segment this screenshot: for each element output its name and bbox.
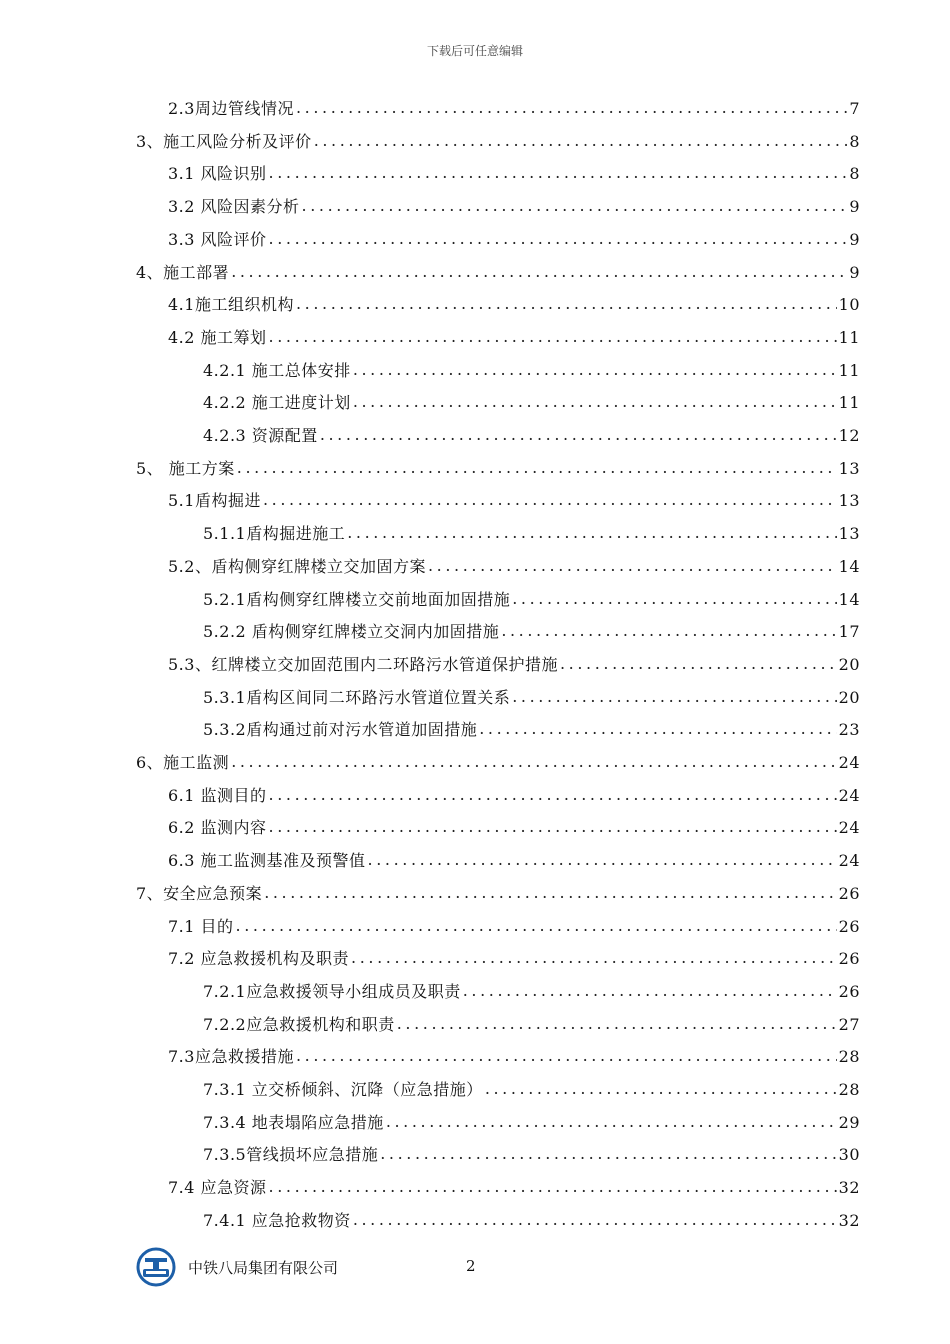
toc-entry-label: 7.3应急救援措施 [168,1047,294,1067]
toc-entry-label: 5.2.2 盾构侧穿红牌楼立交洞内加固措施 [203,622,500,642]
toc-dot-leader [269,785,837,804]
toc-entry [168,848,860,876]
company-name: 中铁八局集团有限公司 [188,1259,339,1277]
toc-entry-label: 7.4.1 应急抢救物资 [203,1210,351,1230]
toc-entry-label: 5.3.2盾构通过前对污水管道加固措施 [203,720,478,740]
toc-entry-label: 7.3.4 地表塌陷应急措施 [203,1112,384,1132]
toc-entry-page: 14 [838,589,860,609]
toc-entry-page: 26 [838,916,860,936]
toc-entry [168,292,860,320]
toc-dot-leader [368,850,837,869]
toc-dot-leader [269,817,837,836]
toc-entry-page: 20 [838,687,860,707]
toc-entry [203,1142,860,1170]
toc-entry-label: 5.2.1盾构侧穿红牌楼立交前地面加固措施 [203,589,511,609]
toc-entry-label: 4、施工部署 [136,262,230,282]
toc-entry [168,946,860,974]
toc-entry-label: 7.1 目的 [168,916,234,936]
toc-entry-label: 5.1.1盾构掘进施工 [203,524,346,544]
toc-entry-page: 20 [838,654,860,674]
toc-dot-leader [353,392,837,411]
toc-entry-page: 27 [838,1014,860,1034]
toc-entry-page: 11 [838,393,860,413]
toc-entry [168,96,860,124]
toc-entry-page: 9 [849,229,860,249]
toc-entry-label: 6、施工监测 [136,753,230,772]
toc-entry-page: 28 [838,1047,860,1067]
toc-dot-leader [269,163,848,182]
toc-entry-label: 4.1施工组织机构 [168,295,294,315]
toc-entry [203,587,860,615]
toc-entry [203,1077,860,1105]
toc-entry-label: 7、安全应急预案 [136,883,263,903]
toc-dot-leader [269,229,848,248]
toc-entry [203,619,860,647]
toc-entry [203,1208,860,1236]
toc-entry [203,717,860,745]
toc-dot-leader [236,916,837,935]
toc-entry-page: 12 [838,426,860,445]
toc-dot-leader [428,556,837,575]
toc-entry [168,1175,860,1203]
toc-entry-page: 28 [838,1080,860,1099]
page-footer [136,1247,836,1287]
toc-entry-label: 5.3、红牌楼立交加固范围内二环路污水管道保护措施 [168,654,558,674]
toc-entry [203,1110,860,1138]
toc-dot-leader [263,490,837,509]
toc-entry [168,1044,860,1072]
toc-entry-label: 5.1盾构掘进 [168,491,261,511]
toc-entry [203,423,860,451]
toc-entry [136,456,860,484]
toc-entry-page: 8 [849,131,860,151]
toc-dot-leader [501,621,836,640]
toc-entry [203,390,860,418]
toc-entry-page: 26 [838,883,860,903]
toc-entry-label: 3.2 风险因素分析 [168,197,300,217]
toc-dot-leader [485,1079,837,1098]
toc-entry-label: 3.3 风险评价 [168,229,267,249]
toc-dot-leader [231,262,847,281]
toc-entry-label: 3、施工风险分析及评价 [136,131,312,151]
toc-entry-label: 4.2.3 资源配置 [203,426,318,445]
toc-entry-page: 32 [838,1210,860,1230]
toc-entry-label: 7.4 应急资源 [168,1178,267,1198]
toc-dot-leader [380,1144,836,1163]
toc-entry-label: 2.3周边管线情况 [168,99,294,118]
toc-entry-label: 6.3 施工监测基准及预警值 [168,851,366,871]
toc-entry-page: 23 [838,720,860,740]
toc-entry-label: 7.2.2应急救援机构和职责 [203,1014,395,1034]
crcc-logo-icon [136,1247,176,1287]
page-header-note: 下载后可任意编辑 [426,44,523,58]
toc-dot-leader [296,294,837,313]
toc-entry [168,227,860,255]
toc-entry-label: 7.2 应急救援机构及职责 [168,949,350,969]
toc-dot-leader [237,458,837,477]
toc-dot-leader [353,1210,837,1229]
toc-entry-label: 6.1 监测目的 [168,785,267,805]
toc-entry-page: 10 [838,295,860,315]
toc-dot-leader [269,1177,837,1196]
toc-dot-leader [296,98,847,117]
toc-entry-label: 5.2、盾构侧穿红牌楼立交加固方案 [168,556,426,576]
toc-entry-label: 4.2.1 施工总体安排 [203,360,351,380]
toc-dot-leader [296,1046,837,1065]
toc-entry-page: 30 [838,1145,860,1165]
toc-entry-page: 8 [849,164,860,184]
toc-entry [136,881,860,909]
toc-entry-page: 9 [849,262,860,282]
toc-entry-label: 7.3.1 立交桥倾斜、沉降（应急措施） [203,1080,483,1099]
toc-dot-leader [353,360,837,379]
toc-dot-leader [463,981,837,1000]
toc-entry [168,652,860,680]
toc-entry-page: 24 [838,753,860,772]
toc-entry-page: 14 [838,556,860,576]
toc-dot-leader [560,654,837,673]
toc-entry [168,161,860,189]
toc-dot-leader [479,719,836,738]
toc-entry [203,685,860,713]
toc-entry [168,488,860,516]
toc-dot-leader [314,131,848,150]
toc-entry-page: 13 [838,491,860,511]
page-number: 2 [466,1257,476,1275]
toc-entry-label: 6.2 监测内容 [168,818,267,838]
toc-dot-leader [512,589,836,608]
toc-entry-page: 24 [838,851,860,871]
toc-entry-page: 7 [849,99,860,118]
toc-dot-leader [512,687,836,706]
toc-dot-leader [397,1014,837,1033]
toc-entry [203,979,860,1007]
toc-entry-page: 32 [838,1178,860,1198]
toc-entry [168,194,860,222]
toc-dot-leader [386,1112,837,1131]
toc-entry [168,325,860,353]
toc-entry [136,260,860,288]
toc-dot-leader [269,327,837,346]
toc-entry-page: 26 [838,981,860,1001]
toc-dot-leader [320,425,837,444]
toc-entry-page: 17 [838,622,860,642]
toc-entry-page: 11 [838,360,860,380]
toc-entry-page: 29 [838,1112,860,1132]
toc-dot-leader [351,948,837,967]
toc-entry [203,358,860,386]
toc-entry-label: 3.1 风险识别 [168,164,267,184]
toc-dot-leader [231,752,836,771]
toc-entry [168,554,860,582]
toc-entry-label: 5.3.1盾构区间同二环路污水管道位置关系 [203,687,511,707]
toc-dot-leader [264,883,836,902]
toc-entry-page: 11 [838,327,860,347]
toc-entry [203,521,860,549]
toc-entry [168,783,860,811]
toc-entry [136,129,860,157]
toc-entry [136,750,860,778]
toc-entry-page: 13 [838,524,860,544]
toc-entry-label: 4.2.2 施工进度计划 [203,393,351,413]
toc-entry-page: 26 [838,949,860,969]
toc-entry [203,1012,860,1040]
toc-entry-label: 5、 施工方案 [136,458,235,478]
toc-entry-page: 24 [838,818,860,838]
toc-dot-leader [347,523,836,542]
toc-entry-page: 9 [849,197,860,217]
toc-entry-label: 4.2 施工筹划 [168,327,267,347]
toc-entry-label: 7.2.1应急救援领导小组成员及职责 [203,981,461,1001]
toc-entry [168,815,860,843]
toc-entry [168,914,860,942]
toc-entry-label: 7.3.5管线损坏应急措施 [203,1145,379,1165]
toc-entry-page: 24 [838,785,860,805]
toc-entry-page: 13 [838,458,860,478]
toc-dot-leader [302,196,848,215]
